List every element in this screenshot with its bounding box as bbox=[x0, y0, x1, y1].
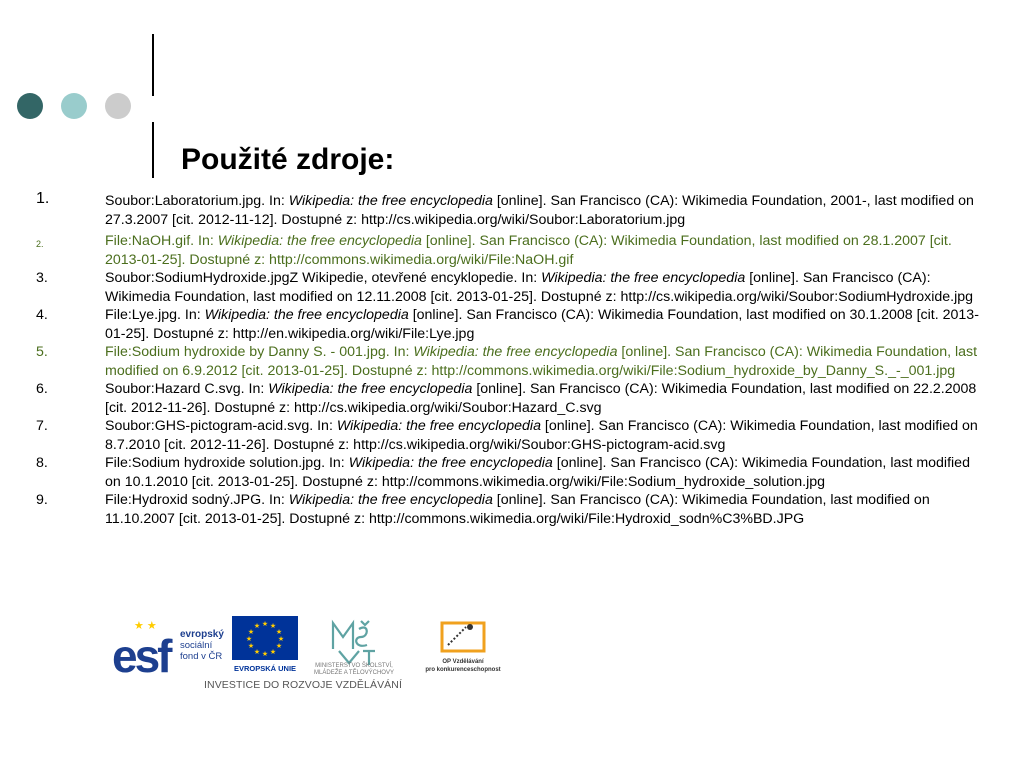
reference-source: Wikipedia: the free encyclopedia bbox=[288, 492, 493, 508]
reference-item bbox=[33, 192, 988, 229]
reference-details: [online]. San Francisco (CA): Wikimedia Foundation, 2001-, last modified on 27.3.2007 [cit. 2012-11-12]. Dostupné z: http://cs.wikipedia.org/wiki/Soubor:Laboratorium.jpg bbox=[105, 193, 974, 228]
reference-details: [online]. San Francisco (CA): Wikimedia Foundation, last modified on 22.2.2008 [cit. 2012-11-26]. Dostupné z: http://cs.wikipedia.org/wiki/Soubor:Hazard_C.svg bbox=[105, 381, 977, 416]
reference-item bbox=[33, 380, 988, 417]
reference-source: Wikipedia: the free encyclopedia bbox=[413, 344, 618, 360]
reference-item bbox=[33, 306, 988, 343]
reference-source: Wikipedia: the free encyclopedia bbox=[204, 307, 409, 323]
reference-source: Wikipedia: the free encyclopedia bbox=[336, 418, 541, 434]
reference-list bbox=[33, 192, 988, 528]
reference-details: [online]. San Francisco (CA): Wikimedia Foundation, last modified on 6.9.2012 [cit. 2013-01-25]. Dostupné z: http://commons.wikimedia.org/wiki/File:Sodium_hydroxide_by_Danny_S._-_001.jpg bbox=[105, 344, 978, 379]
op-logo bbox=[422, 617, 504, 677]
reference-number: 5. bbox=[36, 344, 48, 360]
reference-text: Soubor:GHS-pictogram-acid.svg. In: bbox=[105, 418, 337, 434]
esf-text-line2: sociální bbox=[180, 640, 213, 651]
reference-text: Soubor:SodiumHydroxide.jpgZ Wikipedie, otevřené encyklopedie. In: bbox=[105, 270, 542, 286]
svg-text:★: ★ bbox=[275, 629, 283, 636]
msmt-mark bbox=[333, 621, 375, 665]
esf-stars: ★ ★ bbox=[134, 620, 157, 632]
svg-text:★: ★ bbox=[277, 636, 285, 643]
reference-details: [online]. San Francisco (CA): Wikimedia Foundation, last modified on 8.7.2010 [cit. 2012-11-26]. Dostupné z: http://cs.wikipedia.org/wiki/Soubor:GHS-pictogram-acid.svg bbox=[105, 418, 978, 453]
slide-title: Použité zdroje: bbox=[181, 143, 395, 176]
op-frame bbox=[442, 623, 484, 651]
svg-text:★: ★ bbox=[275, 643, 283, 650]
reference-item bbox=[33, 269, 988, 306]
svg-text:★: ★ bbox=[269, 649, 277, 656]
reference-item bbox=[33, 491, 988, 528]
reference-number: 2. bbox=[36, 239, 44, 249]
dot-gray bbox=[105, 93, 131, 119]
esf-text-line1: evropský bbox=[180, 629, 224, 640]
reference-number: 8. bbox=[36, 455, 48, 471]
vertical-line-bottom bbox=[152, 122, 154, 178]
reference-source: Wikipedia: the free encyclopedia bbox=[268, 381, 473, 397]
reference-number: 7. bbox=[36, 418, 48, 434]
eu-logo bbox=[232, 616, 298, 674]
svg-text:★: ★ bbox=[245, 636, 253, 643]
dot-dark bbox=[17, 93, 43, 119]
op-dot bbox=[467, 624, 473, 630]
reference-details: [online]. San Francisco (CA): Wikimedia Foundation, last modified on 10.1.2010 [cit. 2013-01-25]. Dostupné z: http://commons.wikimedia.org/wiki/File:Sodium_hydroxide_solution.jpg bbox=[105, 455, 970, 490]
reference-source: Wikipedia: the free encyclopedia bbox=[348, 455, 553, 471]
svg-text:★: ★ bbox=[247, 629, 255, 636]
esf-text-line3: fond v ČR bbox=[180, 651, 223, 662]
tagline: INVESTICE DO ROZVOJE VZDĚLÁVÁNÍ bbox=[204, 679, 402, 691]
reference-text: Soubor:Hazard C.svg. In: bbox=[105, 381, 269, 397]
reference-text: File:Sodium hydroxide solution.jpg. In: bbox=[105, 455, 349, 471]
svg-text:★: ★ bbox=[269, 623, 277, 630]
reference-source: Wikipedia: the free encyclopedia bbox=[541, 270, 746, 286]
svg-text:★: ★ bbox=[261, 621, 269, 628]
reference-number: 3. bbox=[36, 270, 48, 286]
reference-details: [online]. San Francisco (CA): Wikimedia Foundation, last modified on 30.1.2008 [cit. 2013-01-25]. Dostupné z: http://en.wikipedia.org/wiki/File:Lye.jpg bbox=[105, 307, 979, 342]
op-text-line2: pro konkurenceschopnost bbox=[425, 667, 501, 673]
reference-number: 6. bbox=[36, 381, 48, 397]
dot-light bbox=[61, 93, 87, 119]
esf-letters: esf bbox=[112, 630, 170, 675]
reference-text: File:Lye.jpg. In: bbox=[105, 307, 205, 323]
svg-text:★: ★ bbox=[253, 649, 261, 656]
reference-details: [online]. San Francisco (CA): Wikimedia Foundation, last modified on 28.1.2007 [cit. 2013-01-25]. Dostupné z: http://commons.wikimedia.org/wiki/File:NaOH.gif bbox=[105, 233, 952, 268]
op-text-line1: OP Vzdělávání bbox=[442, 659, 484, 665]
reference-source: Wikipedia: the free encyclopedia bbox=[288, 193, 493, 209]
reference-item bbox=[33, 417, 988, 454]
reference-item bbox=[33, 454, 988, 491]
vertical-line-top bbox=[152, 34, 154, 96]
msmt-logo bbox=[305, 615, 403, 675]
reference-number: 9. bbox=[36, 492, 48, 508]
reference-details: [online]. San Francisco (CA): Wikimedia Foundation, last modified on 11.10.2007 [cit. 2013-01-25]. Dostupné z: http://commons.wikimedia.org/wiki/File:Hydroxid_sodn%C3%BD.JPG bbox=[105, 492, 930, 527]
msmt-text-line1: MINISTERSTVO ŠKOLSTVÍ, bbox=[315, 663, 393, 669]
reference-details: [online]. San Francisco (CA): Wikimedia Foundation, last modified on 12.11.2008 [cit. 2013-01-25]. Dostupné z: http://cs.wikipedia.org/wiki/Soubor:SodiumHydroxide.jpg bbox=[105, 270, 974, 305]
svg-text:★: ★ bbox=[247, 643, 255, 650]
svg-text:★: ★ bbox=[261, 651, 269, 658]
reference-item bbox=[33, 232, 988, 269]
reference-text: File:NaOH.gif. In: bbox=[105, 233, 218, 249]
op-arrow bbox=[448, 627, 466, 645]
funding-logos bbox=[112, 615, 504, 695]
reference-item bbox=[33, 343, 988, 380]
reference-text: File:Sodium hydroxide by Danny S. - 001.jpg. In: bbox=[105, 344, 414, 360]
reference-text: File:Hydroxid sodný.JPG. In: bbox=[105, 492, 289, 508]
eu-text: EVROPSKÁ UNIE bbox=[233, 664, 297, 673]
reference-text: Soubor:Laboratorium.jpg. In: bbox=[105, 193, 289, 209]
reference-source: Wikipedia: the free encyclopedia bbox=[217, 233, 422, 249]
reference-number: 1. bbox=[36, 190, 50, 207]
svg-text:★: ★ bbox=[253, 623, 261, 630]
msmt-text-line2: MLÁDEŽE A TĚLOVÝCHOVY bbox=[314, 670, 394, 675]
esf-logo bbox=[112, 615, 227, 675]
reference-number: 4. bbox=[36, 307, 48, 323]
